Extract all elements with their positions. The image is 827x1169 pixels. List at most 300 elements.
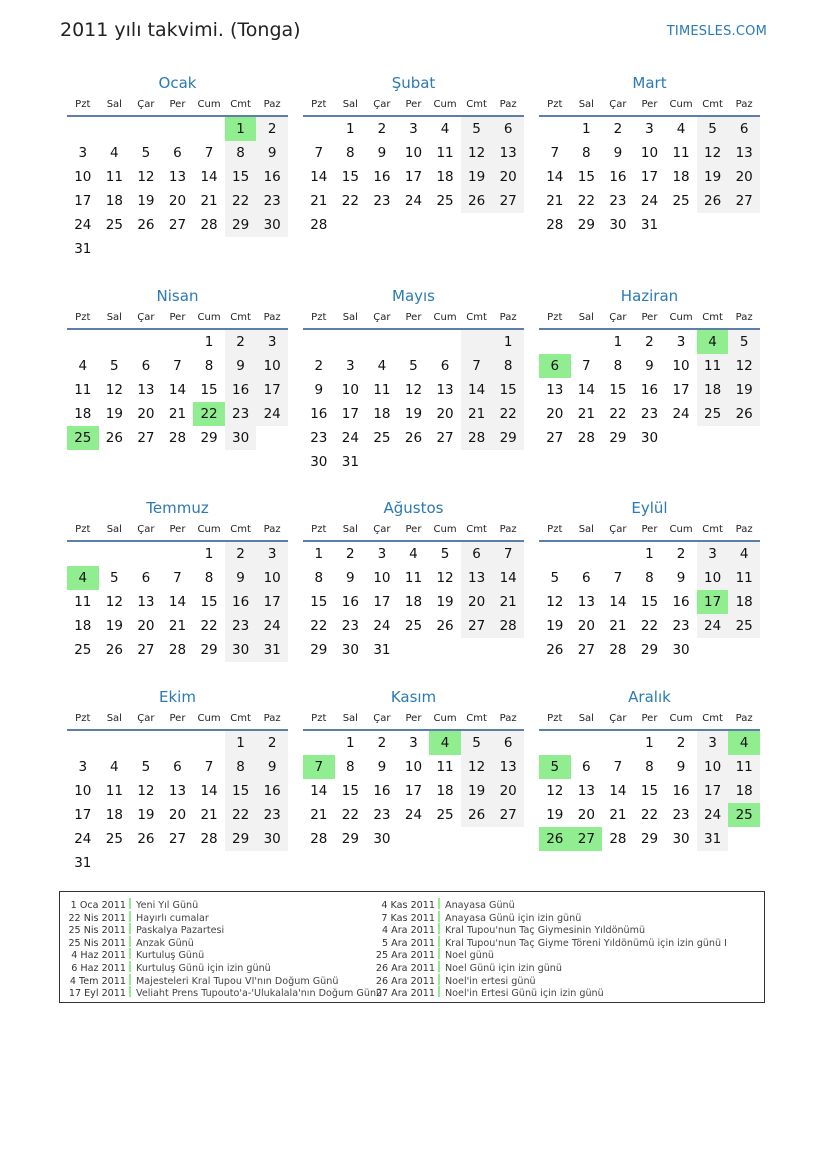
weekday-label: Sal (106, 524, 122, 535)
day-cell: 27 (168, 831, 187, 847)
weekday-label: Cum (433, 713, 457, 724)
site-brand-link[interactable]: TIMESLES.COM (666, 24, 767, 39)
weekday-label: Pzt (311, 524, 327, 535)
day-cell: 19 (546, 618, 564, 634)
weekday-label: Paz (735, 312, 753, 323)
empty-cell (130, 237, 162, 261)
empty-cell (303, 330, 335, 354)
day-cell: 7 (613, 570, 623, 586)
day-cell: 12 (436, 570, 454, 586)
day-cell: 30 (341, 642, 359, 658)
day-cell: 20 (546, 406, 564, 422)
day-cell: 6 (492, 731, 524, 755)
weekday-label: Pzt (547, 713, 563, 724)
empty-cell (67, 117, 99, 141)
day-cell: 12 (461, 141, 493, 165)
day-cell: 21 (168, 406, 187, 422)
month-name: Mart (632, 74, 667, 92)
day-cell: 5 (409, 358, 418, 374)
empty-cell (429, 213, 461, 237)
day-cell: 25 (105, 831, 123, 847)
weekday-label: Per (169, 312, 186, 323)
day-cell: 18 (436, 783, 454, 799)
day-cell: 25 (404, 618, 423, 634)
day-cell: 26 (137, 217, 155, 233)
legend-row (367, 974, 727, 987)
day-cell: 15 (225, 779, 257, 803)
day-cell: 24 (74, 831, 92, 847)
holiday-color-marker (438, 911, 440, 922)
day-cell: 26 (105, 430, 123, 446)
empty-cell (366, 213, 398, 237)
day-cell: 25 (436, 193, 454, 209)
day-cell: 3 (697, 731, 729, 755)
legend-holiday-name: Anayasa Günü için izin günü (445, 912, 582, 924)
weekday-label: Çar (137, 99, 155, 110)
empty-cell (99, 851, 131, 875)
day-cell: 13 (577, 783, 595, 799)
day-cell: 16 (256, 779, 288, 803)
day-cell: 16 (225, 590, 257, 614)
legend-holiday-name: Veliaht Prens Tupouto'a-'Ulukalala'nın Doğum Günü (136, 988, 383, 1000)
weekday-label: Paz (499, 99, 517, 110)
day-cell: 6 (173, 759, 182, 775)
day-cell: 1 (314, 546, 324, 562)
empty-cell (697, 426, 729, 450)
day-cell: 15 (609, 382, 627, 398)
day-cell: 29 (640, 831, 659, 847)
day-cell: 23 (225, 614, 257, 638)
day-cell: 6 (728, 117, 760, 141)
day-cell: 19 (105, 618, 123, 634)
day-cell: 16 (373, 169, 391, 185)
empty-cell (429, 450, 461, 474)
weekday-header (539, 308, 760, 330)
day-cell: 28 (577, 430, 595, 446)
day-cell: 30 (256, 213, 288, 237)
day-cell: 14 (200, 783, 218, 799)
day-cell: 18 (697, 378, 729, 402)
month-block (539, 496, 760, 662)
day-cell: 18 (373, 406, 391, 422)
day-cell: 5 (461, 117, 493, 141)
legend-date: 4 Tem 2011 (69, 975, 126, 987)
day-cell: 29 (341, 831, 359, 847)
day-cell: 14 (609, 783, 627, 799)
month-name: Eylül (631, 499, 668, 517)
empty-cell (539, 542, 571, 566)
empty-cell (398, 330, 430, 354)
weekday-label: Cmt (702, 524, 723, 535)
day-cell: 18 (728, 779, 760, 803)
day-cell: 29 (225, 827, 257, 851)
day-cell: 3 (78, 145, 88, 161)
day-cell: 23 (672, 618, 690, 634)
legend-holiday-name: Anayasa Günü (445, 900, 515, 911)
weekday-label: Sal (578, 99, 594, 110)
day-cell: 30 (225, 426, 257, 450)
day-cell: 13 (577, 594, 595, 610)
empty-cell (398, 827, 430, 851)
holiday-color-marker (129, 911, 131, 922)
weekday-label: Cmt (466, 713, 487, 724)
day-cell: 17 (697, 779, 729, 803)
day-cell: 24 (697, 614, 729, 638)
day-cell: 23 (256, 803, 288, 827)
day-cell: 11 (672, 145, 690, 161)
day-cell: 8 (225, 755, 257, 779)
legend-holiday-name: Kral Tupou'nun Taç Giyme Töreni Yıldönümü için izin günü I (445, 937, 727, 949)
empty-cell (303, 117, 335, 141)
weekday-label: Çar (609, 312, 627, 323)
holiday-color-marker (438, 986, 440, 997)
weekday-label: Cum (197, 713, 221, 724)
legend-holiday-name: Yeni Yıl Günü (136, 900, 199, 911)
weekday-label: Per (169, 713, 186, 724)
empty-cell (461, 638, 493, 662)
empty-cell (193, 731, 225, 755)
day-cell: 1 (582, 121, 591, 137)
day-cell: 5 (141, 759, 151, 775)
day-cell: 10 (404, 145, 423, 161)
day-cell: 7 (613, 759, 623, 775)
empty-cell (539, 117, 571, 141)
day-cell: 19 (697, 165, 729, 189)
day-cell: 30 (310, 454, 328, 470)
day-cell: 25 (672, 193, 690, 209)
day-cell: 15 (577, 169, 595, 185)
day-cell: 14 (310, 169, 328, 185)
day-cell: 5 (697, 117, 729, 141)
weekday-label: Çar (373, 713, 391, 724)
weekday-label: Cum (669, 99, 693, 110)
weekday-header (539, 520, 760, 542)
weekday-label: Cum (433, 524, 457, 535)
day-cell: 13 (461, 566, 493, 590)
day-cell: 17 (404, 783, 423, 799)
weekday-header (67, 308, 288, 330)
weekday-label: Sal (578, 312, 594, 323)
day-cell: 21 (310, 807, 328, 823)
day-cell: 21 (609, 807, 627, 823)
empty-cell (162, 117, 194, 141)
empty-cell (571, 542, 603, 566)
weekday-label: Cum (433, 99, 457, 110)
legend-date: 27 Ara 2011 (375, 988, 435, 1000)
day-cell: 2 (377, 735, 387, 751)
day-cell: 7 (204, 759, 214, 775)
weekday-label: Çar (609, 713, 627, 724)
day-cell: 11 (74, 382, 92, 398)
weekday-label: Cmt (230, 99, 251, 110)
day-cell: 9 (377, 759, 387, 775)
day-grid (303, 542, 524, 662)
weekday-label: Pzt (75, 524, 91, 535)
legend-row (60, 948, 382, 961)
empty-cell (366, 330, 398, 354)
day-cell: 11 (105, 169, 123, 185)
day-cell: 5 (550, 570, 560, 586)
empty-cell (256, 851, 288, 875)
weekday-label: Cum (669, 524, 693, 535)
day-cell: 15 (200, 382, 218, 398)
holiday-color-marker (438, 898, 440, 909)
legend-holiday-name: Majesteleri Kral Tupou VI'nın Doğum Günü (136, 975, 339, 987)
empty-cell (193, 851, 225, 875)
day-cell: 30 (640, 430, 659, 446)
day-cell: 12 (105, 594, 123, 610)
day-cell: 27 (492, 189, 524, 213)
day-cell: 11 (436, 759, 454, 775)
holiday-day-cell: 5 (539, 755, 571, 779)
day-grid (303, 330, 524, 474)
day-cell: 16 (609, 169, 627, 185)
month-name: Nisan (156, 287, 199, 305)
day-cell: 15 (640, 594, 659, 610)
empty-cell (162, 330, 194, 354)
day-cell: 22 (341, 807, 359, 823)
weekday-label: Sal (106, 713, 122, 724)
day-cell: 22 (310, 618, 328, 634)
legend-holiday-name: Kurtuluş Günü için izin günü (136, 962, 271, 974)
day-cell: 10 (697, 755, 729, 779)
weekday-label: Per (405, 312, 422, 323)
day-cell: 15 (310, 594, 328, 610)
holiday-color-marker (438, 936, 440, 947)
empty-cell (539, 330, 571, 354)
day-cell: 3 (409, 121, 418, 137)
day-cell: 29 (200, 642, 218, 658)
day-cell: 8 (645, 570, 654, 586)
day-cell: 24 (341, 430, 359, 446)
day-cell: 28 (546, 217, 564, 233)
empty-cell (130, 731, 162, 755)
empty-cell (461, 213, 493, 237)
weekday-label: Paz (735, 713, 753, 724)
day-cell: 14 (492, 566, 524, 590)
day-cell: 11 (373, 382, 391, 398)
day-cell: 26 (461, 189, 493, 213)
weekday-header (67, 520, 288, 542)
day-grid (303, 731, 524, 851)
day-cell: 21 (200, 193, 218, 209)
day-cell: 4 (728, 542, 760, 566)
day-cell: 31 (74, 855, 92, 871)
day-cell: 15 (200, 594, 218, 610)
day-cell: 11 (436, 145, 454, 161)
day-cell: 30 (672, 642, 690, 658)
day-cell: 28 (310, 831, 328, 847)
empty-cell (130, 330, 162, 354)
day-grid (539, 542, 760, 662)
day-cell: 13 (492, 141, 524, 165)
day-cell: 16 (672, 594, 690, 610)
day-cell: 12 (137, 783, 155, 799)
day-cell: 22 (200, 618, 218, 634)
day-cell: 3 (256, 330, 288, 354)
day-cell: 21 (200, 807, 218, 823)
weekday-label: Sal (342, 312, 358, 323)
empty-cell (602, 731, 634, 755)
day-cell: 28 (168, 642, 187, 658)
day-cell: 7 (492, 542, 524, 566)
day-cell: 27 (137, 642, 155, 658)
day-cell: 13 (168, 169, 187, 185)
day-cell: 24 (697, 803, 729, 827)
day-cell: 31 (341, 454, 359, 470)
weekday-label: Paz (499, 524, 517, 535)
day-cell: 2 (676, 735, 686, 751)
weekday-header (303, 709, 524, 731)
month-block (303, 496, 524, 662)
day-cell: 23 (640, 406, 659, 422)
day-cell: 1 (645, 735, 654, 751)
day-cell: 27 (168, 217, 187, 233)
day-cell: 25 (373, 430, 391, 446)
day-cell: 20 (168, 193, 187, 209)
legend-date: 17 Eyl 2011 (68, 988, 126, 1000)
weekday-label: Pzt (547, 99, 563, 110)
day-cell: 24 (640, 193, 659, 209)
weekday-label: Sal (106, 312, 122, 323)
day-cell: 5 (728, 330, 760, 354)
month-name: Şubat (391, 74, 436, 92)
month-block (303, 284, 524, 474)
month-block (67, 71, 288, 261)
holiday-day-cell: 27 (571, 827, 603, 851)
holiday-color-marker (129, 986, 131, 997)
day-cell: 25 (105, 217, 123, 233)
legend-holiday-name: Kurtuluş Günü (136, 950, 205, 962)
day-cell: 14 (168, 594, 187, 610)
empty-cell (492, 450, 524, 474)
empty-cell (256, 426, 288, 450)
day-cell: 8 (613, 358, 623, 374)
day-grid (67, 117, 288, 261)
day-cell: 29 (640, 642, 659, 658)
day-cell: 16 (310, 406, 328, 422)
holiday-color-marker (129, 898, 131, 909)
weekday-label: Cum (197, 524, 221, 535)
weekday-label: Sal (578, 524, 594, 535)
weekday-label: Sal (342, 713, 358, 724)
day-cell: 12 (105, 382, 123, 398)
day-cell: 17 (256, 590, 288, 614)
day-cell: 18 (74, 406, 92, 422)
day-cell: 9 (676, 570, 686, 586)
day-cell: 17 (74, 193, 92, 209)
day-cell: 24 (256, 614, 288, 638)
day-cell: 14 (310, 783, 328, 799)
day-cell: 2 (225, 330, 257, 354)
day-cell: 13 (168, 783, 187, 799)
day-cell: 11 (697, 354, 729, 378)
day-cell: 2 (676, 546, 686, 562)
weekday-label: Pzt (547, 312, 563, 323)
empty-cell (162, 851, 194, 875)
day-cell: 6 (173, 145, 182, 161)
weekday-label: Çar (137, 713, 155, 724)
day-cell: 25 (74, 642, 92, 658)
holiday-legend (59, 891, 765, 1003)
day-cell: 30 (225, 638, 257, 662)
day-cell: 26 (105, 642, 123, 658)
empty-cell (539, 731, 571, 755)
weekday-label: Per (405, 713, 422, 724)
day-cell: 8 (492, 354, 524, 378)
day-cell: 28 (168, 430, 187, 446)
holiday-color-marker (129, 961, 131, 972)
legend-date: 26 Ara 2011 (375, 962, 435, 974)
weekday-label: Cum (197, 312, 221, 323)
empty-cell (335, 213, 367, 237)
day-cell: 24 (373, 618, 391, 634)
weekday-label: Cmt (466, 99, 487, 110)
day-cell: 2 (256, 117, 288, 141)
day-cell: 29 (225, 213, 257, 237)
legend-holiday-name: Noel'in Ertesi Günü için izin günü (445, 988, 604, 1000)
day-cell: 5 (440, 546, 450, 562)
weekday-label: Paz (263, 524, 281, 535)
day-cell: 23 (256, 189, 288, 213)
day-cell: 12 (137, 169, 155, 185)
day-cell: 20 (137, 406, 155, 422)
month-block (67, 685, 288, 875)
day-cell: 8 (645, 759, 654, 775)
day-cell: 8 (346, 759, 355, 775)
empty-cell (130, 117, 162, 141)
day-cell: 14 (546, 169, 564, 185)
day-cell: 8 (225, 141, 257, 165)
day-cell: 21 (546, 193, 564, 209)
day-cell: 4 (440, 121, 450, 137)
legend-row (60, 936, 382, 949)
legend-date: 7 Kas 2011 (381, 912, 435, 924)
day-cell: 10 (672, 358, 690, 374)
day-cell: 3 (346, 358, 355, 374)
holiday-color-marker (438, 948, 440, 959)
weekday-label: Çar (373, 524, 391, 535)
legend-row (367, 923, 727, 936)
day-cell: 13 (137, 594, 155, 610)
weekday-header (303, 95, 524, 117)
day-cell: 4 (110, 145, 119, 161)
day-cell: 6 (582, 759, 591, 775)
day-cell: 7 (314, 145, 324, 161)
day-cell: 23 (373, 807, 391, 823)
holiday-day-cell: 4 (697, 330, 729, 354)
day-cell: 30 (256, 827, 288, 851)
weekday-header (303, 308, 524, 330)
day-cell: 27 (461, 614, 493, 638)
day-cell: 30 (373, 831, 391, 847)
day-cell: 31 (373, 642, 391, 658)
day-cell: 3 (78, 759, 88, 775)
holiday-color-marker (438, 974, 440, 985)
day-cell: 4 (676, 121, 686, 137)
day-cell: 28 (492, 614, 524, 638)
day-cell: 29 (200, 430, 218, 446)
month-name: Ağustos (383, 499, 444, 517)
day-cell: 3 (256, 542, 288, 566)
day-cell: 16 (640, 382, 659, 398)
weekday-label: Per (405, 99, 422, 110)
day-cell: 1 (204, 334, 214, 350)
day-cell: 24 (74, 217, 92, 233)
empty-cell (67, 542, 99, 566)
day-cell: 28 (461, 426, 493, 450)
day-cell: 22 (640, 807, 659, 823)
